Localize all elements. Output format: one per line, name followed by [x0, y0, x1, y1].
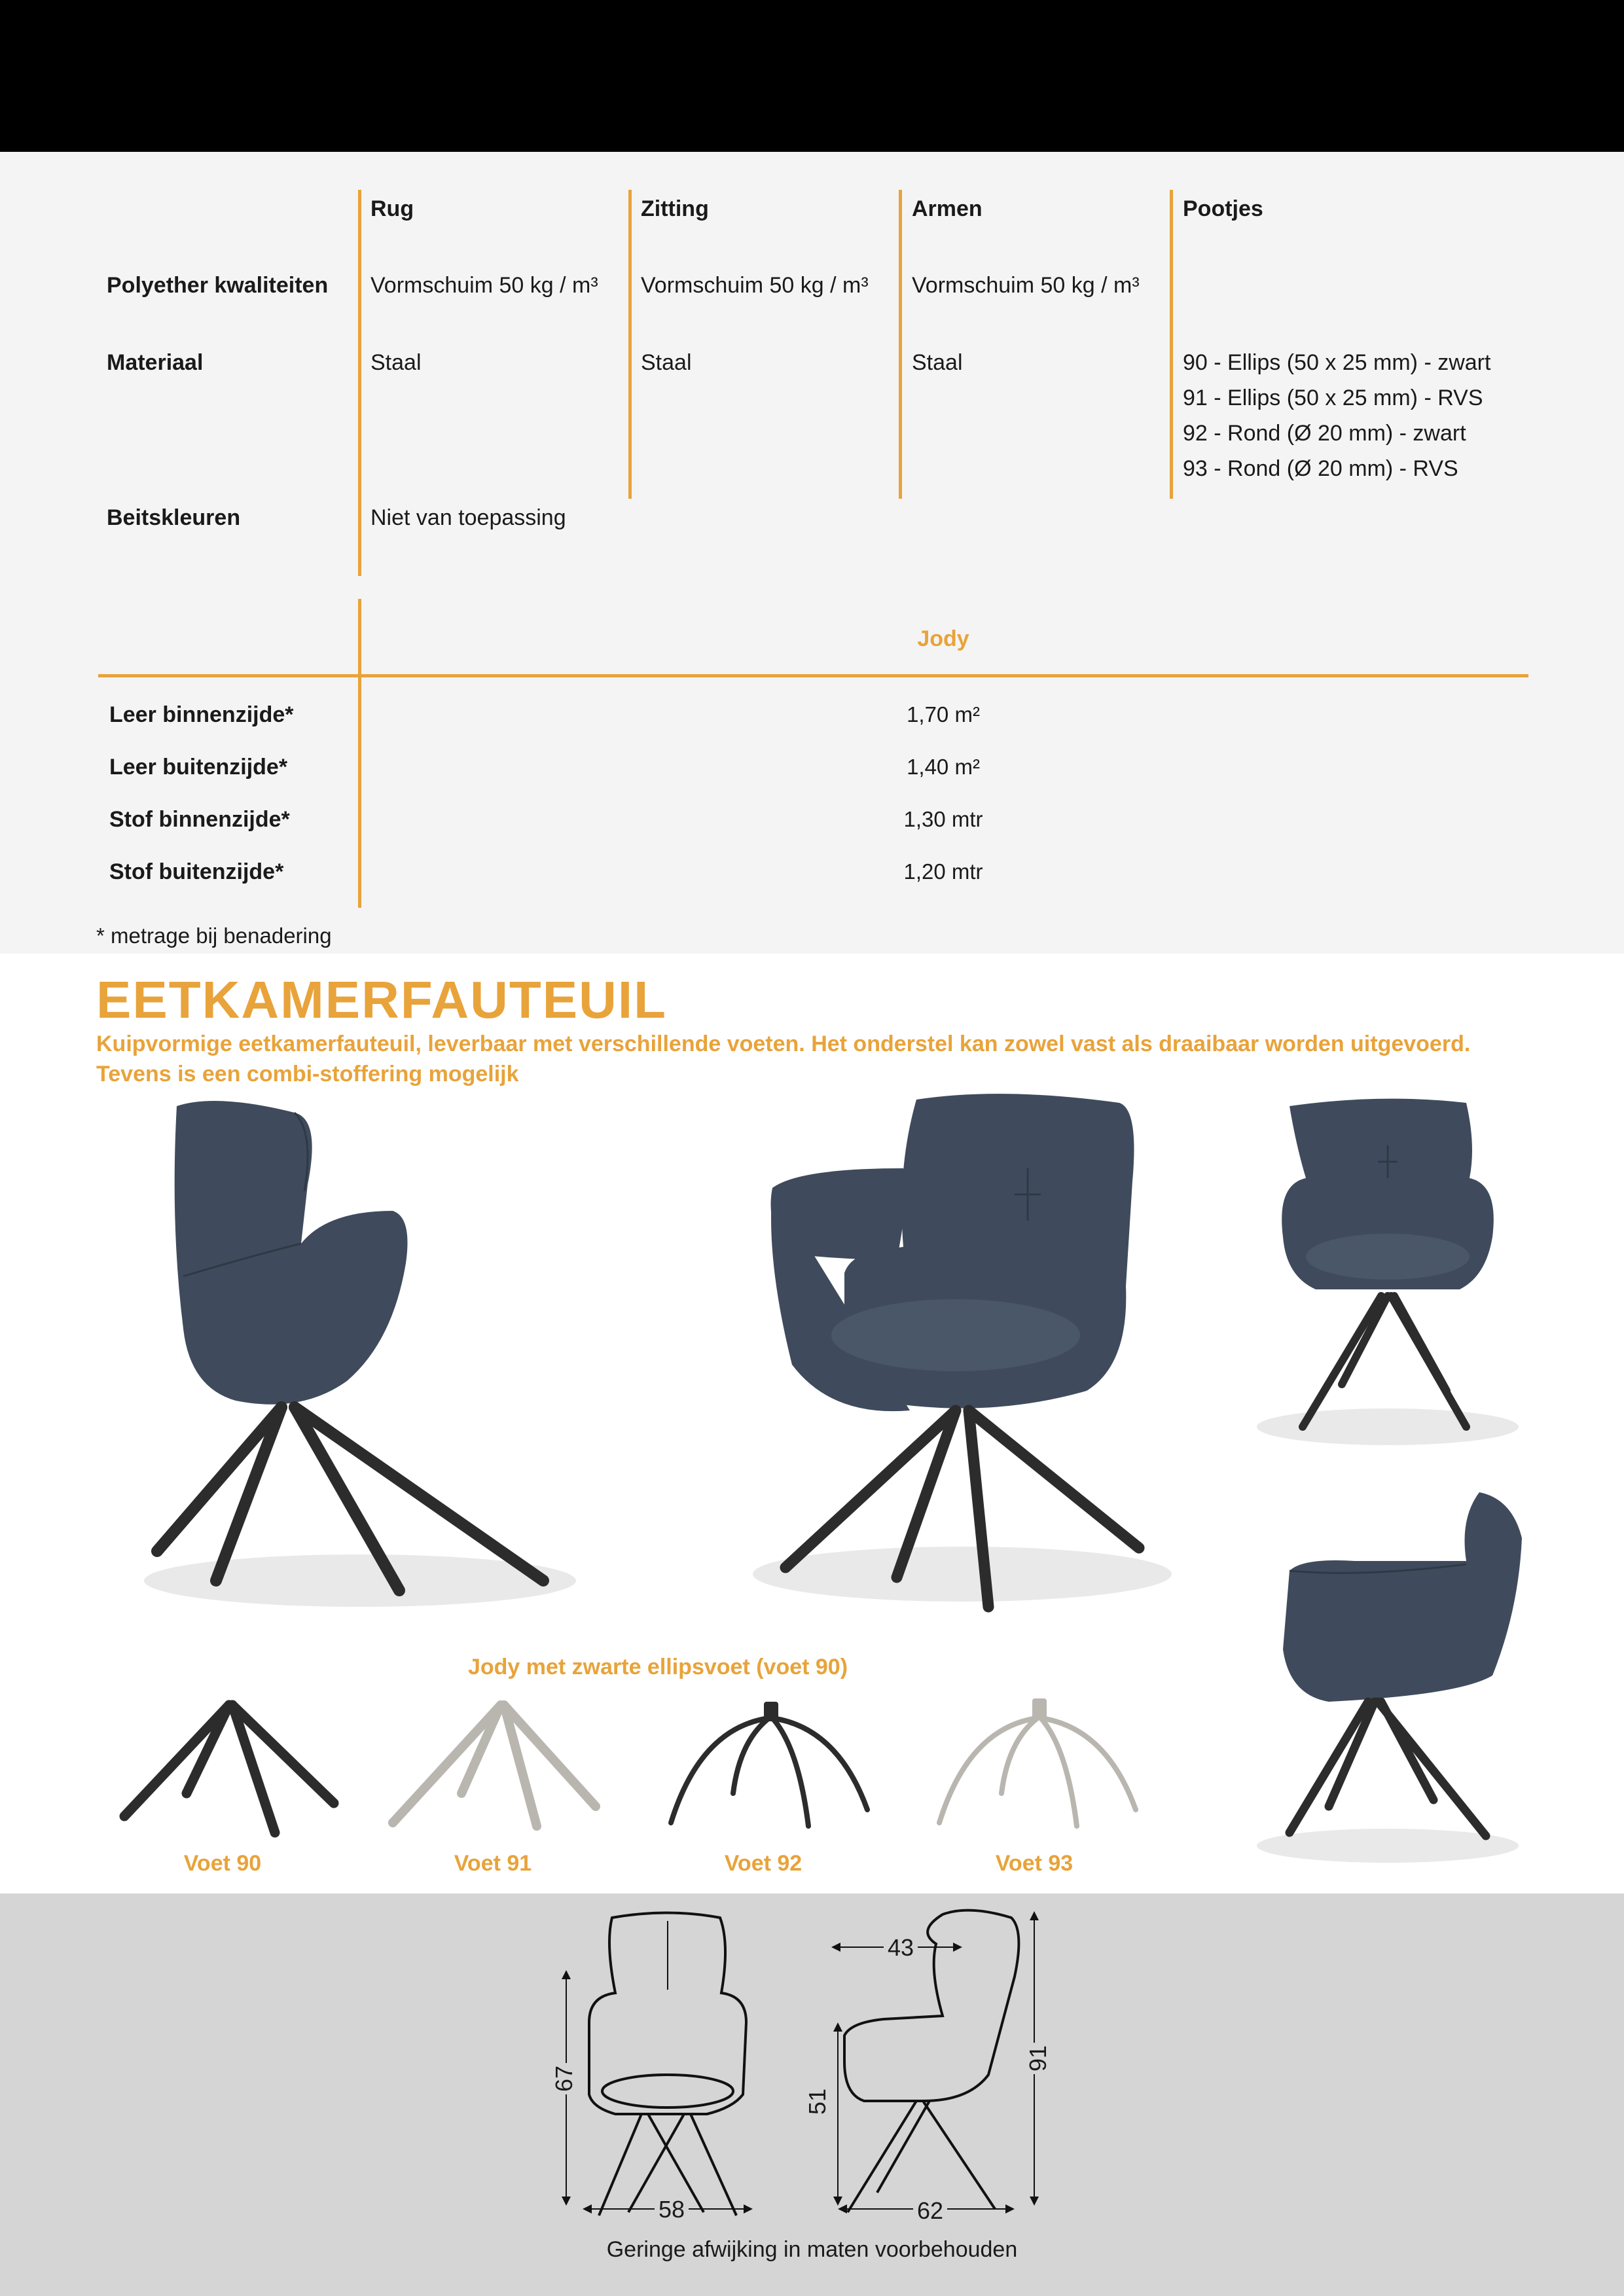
fabric-model-header: Jody	[917, 626, 969, 651]
foot-90-image	[115, 1695, 344, 1842]
side-arm-depth-label: 43	[884, 1934, 918, 1962]
side-seat-height-label: 51	[804, 2086, 831, 2117]
foot-93-caption: Voet 93	[995, 1851, 1074, 1876]
fabric-row-value: 1,20 mtr	[903, 859, 983, 884]
header-banner	[0, 0, 1624, 152]
side-depth-label: 62	[913, 2197, 947, 2225]
header-rug: Rug	[370, 196, 414, 221]
front-height-label: 67	[550, 2063, 578, 2094]
row-label-polyether: Polyether kwaliteiten	[107, 273, 329, 298]
chair-photo-front-straight	[1250, 1093, 1525, 1453]
fabric-row-label: Leer binnenzijde*	[109, 702, 294, 727]
foot-93-image	[929, 1695, 1146, 1836]
pootjes-option: 91 - Ellips (50 x 25 mm) - RVS	[1183, 386, 1483, 410]
foot-91-caption: Voet 91	[454, 1851, 532, 1876]
fabric-row-label: Stof binnenzijde*	[109, 807, 290, 832]
pootjes-option: 92 - Rond (Ø 20 mm) - zwart	[1183, 421, 1466, 446]
header-pootjes: Pootjes	[1183, 196, 1263, 221]
column-divider-pootjes	[1170, 190, 1173, 499]
pootjes-option: 93 - Rond (Ø 20 mm) - RVS	[1183, 456, 1458, 481]
cell-beitskleuren-rug: Niet van toepassing	[370, 505, 566, 530]
product-title: EETKAMERFAUTEUIL	[96, 971, 667, 1029]
fabric-row-value: 1,30 mtr	[903, 807, 983, 831]
side-total-height-label: 91	[1024, 2043, 1052, 2074]
foot-92-caption: Voet 92	[724, 1851, 803, 1876]
cell-polyether-armen: Vormschuim 50 kg / m³	[912, 273, 1140, 298]
cell-materiaal-armen: Staal	[912, 350, 963, 375]
pootjes-option: 90 - Ellips (50 x 25 mm) - zwart	[1183, 350, 1491, 375]
row-label-beitskleuren: Beitskleuren	[107, 505, 241, 530]
fabric-row-value: 1,70 m²	[907, 702, 980, 726]
product-description: Kuipvormige eetkamerfauteuil, leverbaar met verschillende voeten. Het onderstel kan zowel vast als draaibaar worden uitgevoerd. Tevens is een combi-stoffering mogelijk	[96, 1031, 1471, 1086]
fabric-row-label: Leer buitenzijde*	[109, 755, 288, 780]
foot-90-caption: Voet 90	[183, 1851, 262, 1876]
chair-photo-back-view	[131, 1093, 589, 1636]
foot-91-image	[383, 1695, 605, 1836]
image-caption: Jody met zwarte ellipsvoet (voet 90)	[467, 1655, 848, 1679]
cell-materiaal-zitting: Staal	[641, 350, 692, 375]
header-armen: Armen	[912, 196, 983, 221]
row-label-materiaal: Materiaal	[107, 350, 204, 375]
fabric-table-header-rule	[98, 674, 1528, 677]
front-width-label: 58	[655, 2196, 689, 2223]
header-zitting: Zitting	[641, 196, 709, 221]
column-divider-armen	[899, 190, 902, 499]
chair-photo-side-view	[1250, 1479, 1525, 1865]
chair-photo-front-view	[746, 1090, 1172, 1626]
foot-92-image	[661, 1695, 877, 1836]
dimensions-note: Geringe afwijking in maten voorbehouden	[606, 2237, 1018, 2262]
cell-polyether-rug: Vormschuim 50 kg / m³	[370, 273, 598, 298]
fabric-row-value: 1,40 m²	[907, 755, 980, 779]
fabric-footnote: * metrage bij benadering	[96, 924, 332, 948]
cell-materiaal-rug: Staal	[370, 350, 422, 375]
fabric-row-label: Stof buitenzijde*	[109, 859, 284, 884]
spec-section	[0, 152, 1624, 954]
cell-polyether-zitting: Vormschuim 50 kg / m³	[641, 273, 869, 298]
fabric-table-divider	[358, 599, 361, 908]
column-divider-zitting	[628, 190, 632, 499]
dimension-drawing-front	[550, 1905, 766, 2232]
column-divider-rug	[358, 190, 361, 576]
